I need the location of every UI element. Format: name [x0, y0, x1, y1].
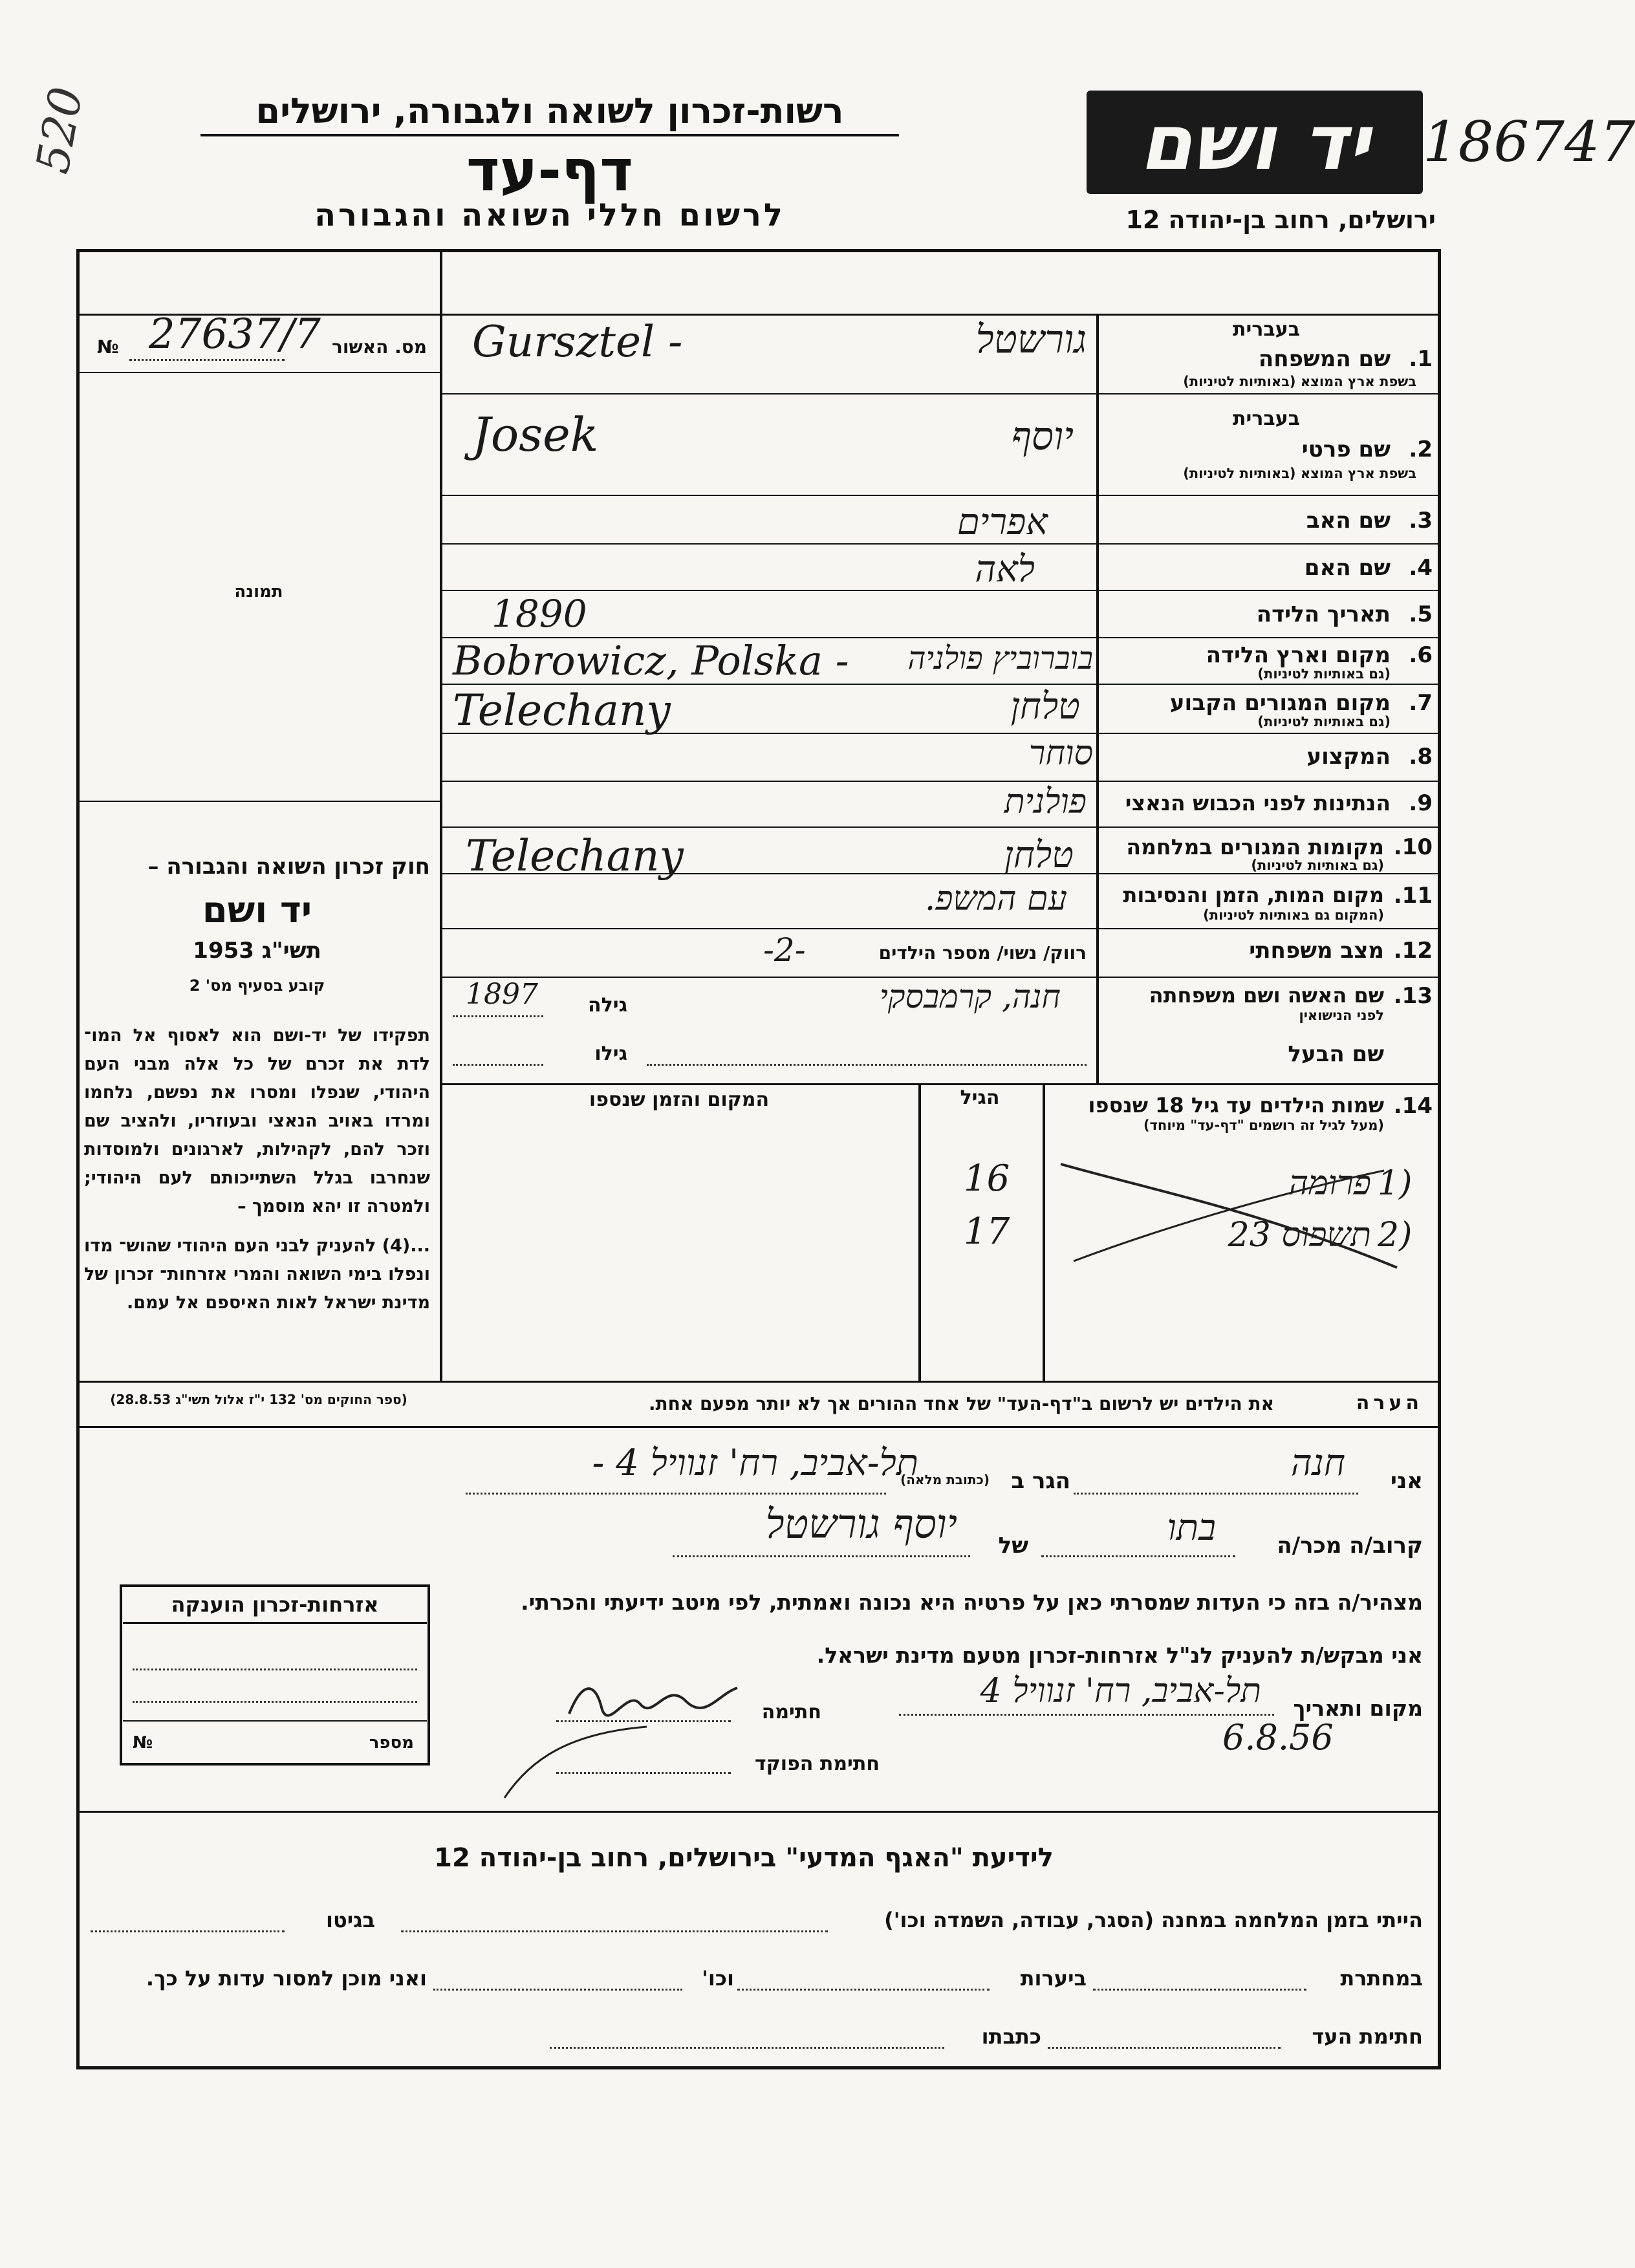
law-title: חוק זכרון השואה והגבורה –: [147, 854, 430, 880]
field-6-latin-value: Bobrowicz, Polska -: [453, 637, 849, 684]
of-value: יוסף גורשטל: [765, 1500, 957, 1548]
testimony-ready-label: ואני מוכן למסור עדות על כך.: [146, 1966, 427, 1991]
field-7-sublabel: (גם באותיות לטיניות): [1257, 714, 1391, 729]
field-9-label: הנתינות לפני הכבוש הנאצי: [1125, 790, 1391, 815]
resides-label: הגר ב: [1011, 1468, 1070, 1494]
header-address: ירושלים, רחוב בן-יהודה 12: [1125, 206, 1436, 234]
note-text: את הילדים יש לרשום ב"דף-העד" של אחד ההורים אך לא יותר מפעם אחת.: [648, 1393, 1274, 1414]
field-10-hebrew-value: טלחן: [1004, 834, 1074, 876]
children-place-header: המקום והזמן שנספו: [589, 1088, 770, 1111]
officer-signature-stroke: [492, 1720, 686, 1811]
request-text: אני מבקש/ת להעניק לנ"ל אזרחות-זכרון מטעם מדינת ישראל.: [816, 1643, 1423, 1668]
approval-no-label: №: [97, 336, 119, 358]
field-12-options: רווק/ נשוי/ מספר הילדים: [878, 942, 1087, 964]
field-13-label: שם האשה ושם משפחתה: [1149, 983, 1384, 1008]
field-10-latin-value: Telechany: [466, 831, 684, 881]
of-label: של: [998, 1533, 1028, 1559]
witness-address-label: כתבתו: [981, 2024, 1041, 2049]
spouse-age-value: 1897: [466, 978, 538, 1011]
children-header: שמות הילדים עד גיל 18 שנספו: [1088, 1093, 1384, 1118]
field-3-value: אפרים: [957, 501, 1048, 543]
field-1-sublabel: בשפת ארץ המוצא (באותיות לטיניות): [1183, 374, 1416, 389]
field-11-number: 11.: [1393, 883, 1433, 909]
field-3-label: שם האב: [1306, 508, 1391, 534]
spouse-name-value: חנה, קרמבסקי: [879, 978, 1061, 1015]
law-clause: קובע בסעיף מס' 2: [189, 977, 325, 995]
field-6-label: מקום וארץ הלידה: [1206, 642, 1391, 668]
field-12-label: מצב משפחתי: [1249, 938, 1384, 964]
relative-value: בתו: [1167, 1507, 1216, 1549]
field-11-value: עם המשפ.: [924, 880, 1067, 918]
field-2-label: שם פרטי: [1301, 437, 1391, 462]
children-age-header: הגיל: [960, 1086, 1000, 1109]
witness-signature-label: חתימת העד: [1312, 2024, 1423, 2049]
field-13-sublabel: לפני הנישואין: [1299, 1008, 1384, 1023]
photo-label: תמונה: [234, 582, 283, 601]
husband-label: שם הבעל: [1288, 1041, 1384, 1067]
field-1-hebrew-label: בעברית: [1233, 318, 1300, 341]
child-1-name: פרומה: [1288, 1164, 1371, 1203]
form-subtitle: לרשום חללי השואה והגבורה: [314, 197, 785, 233]
citizenship-box-title: אזרחות-זכרון הוענקה: [123, 1592, 427, 1624]
etc-label: וכו': [702, 1966, 734, 1991]
field-4-label: שם האם: [1304, 555, 1391, 581]
citizenship-number-label: מספר: [369, 1733, 414, 1753]
field-9-number: 9.: [1409, 790, 1433, 816]
field-7-number: 7.: [1409, 690, 1433, 716]
field-9-value: פולנית: [1004, 783, 1087, 821]
field-10-number: 10.: [1393, 834, 1433, 860]
field-5-value: 1890: [492, 592, 587, 636]
signature-label: חתימה: [761, 1701, 821, 1723]
officer-signature-label: חתימת הפוקד: [755, 1753, 880, 1775]
camp-label: הייתי בזמן המלחמה במחנה (הסגר, עבודה, השמדה וכו'): [884, 1908, 1423, 1932]
declarant-i-value: חנה: [1290, 1442, 1345, 1484]
approval-number-label: מס. האשור: [332, 336, 427, 358]
place-date-label: מקום ותאריך: [1293, 1696, 1423, 1721]
field-10-label: מקומות המגורים במלחמה: [1126, 834, 1384, 859]
authority-title: רשות-זכרון לשואה ולגבורה, ירושלים: [200, 91, 899, 136]
field-2-latin-value: Josek: [472, 407, 599, 462]
field-1-label: שם המשפחה: [1258, 346, 1391, 372]
field-12-number: 12.: [1393, 938, 1433, 964]
form-title: דף-עד: [466, 137, 633, 204]
forests-label: ביערות: [1020, 1966, 1087, 1991]
margin-stamp: 520: [26, 83, 93, 178]
field-14-number: 14.: [1393, 1093, 1433, 1119]
children-crossout-stroke: [1048, 1151, 1413, 1280]
field-8-label: המקצוע: [1306, 744, 1391, 770]
approval-number-value: 27637/7: [149, 310, 321, 358]
field-2-sublabel: בשפת ארץ המוצא (באותיות לטיניות): [1183, 466, 1416, 481]
field-8-value: סוחר: [1028, 734, 1093, 773]
field-7-hebrew-value: טלחן: [1010, 686, 1080, 728]
law-name: יד ושם: [202, 889, 312, 931]
ghetto-label: בגיטו: [326, 1908, 375, 1932]
field-6-number: 6.: [1409, 642, 1433, 668]
field-7-latin-value: Telechany: [453, 686, 671, 735]
field-1-hebrew-value: גורשטל: [975, 317, 1087, 362]
field-2-hebrew-label: בעברית: [1233, 407, 1300, 430]
note-label: הערה: [1356, 1392, 1423, 1414]
underground-label: במחתרת: [1340, 1966, 1423, 1991]
law-text-2: ...(4) להעניק לבני העם היהודי שהוש־ מדו ונפלו בימי השואה והמרי אזרחות־ זכרון של מדינת ישראל לאות האיספם אל עמם.: [84, 1236, 430, 1313]
field-7-label: מקום המגורים הקבוע: [1169, 690, 1391, 716]
child-2-name: תשפוס 23: [1228, 1216, 1371, 1255]
child-1-number: 1): [1378, 1164, 1413, 1203]
husband-age-label: גילו: [594, 1042, 627, 1065]
logo-yad-vashem: [1087, 91, 1423, 194]
address-value: תל-אביב, רח' זנוויל 4 -: [592, 1442, 918, 1484]
child-2-number: 2): [1378, 1216, 1413, 1255]
place-value: תל-אביב, רח' זנוויל 4: [980, 1672, 1261, 1711]
field-4-value: לאה: [975, 548, 1035, 590]
field-2-hebrew-value: יוסף: [1011, 414, 1074, 459]
field-12-value: -2-: [763, 931, 806, 969]
field-5-label: תאריך הלידה: [1256, 601, 1391, 627]
field-11-label: מקום המות, הזמן והנסיבות: [1123, 883, 1384, 907]
field-13-number: 13.: [1393, 983, 1433, 1009]
law-year: תשי"ג 1953: [193, 938, 321, 964]
law-text-1: תפקידו של יד-ושם הוא לאסוף אל המו־ לדת את זכרם של כל אלה מבני העם היהודי, שנפלו ומסרו את נפשם, נלחמו ומרדו באויב הנאצי ובעוזריו, ולהציב שם וזכר להם, לקהילות, לארגונים ולמוסדות שנחרבו בגלל השתייכותם לעם היהודי; ולמטרה זו יהא מוסמך –: [84, 1026, 430, 1216]
field-2-number: 2.: [1409, 437, 1433, 462]
children-sublabel: (מעל לגיל זה רושמים "דף-עד" מיוחד): [1143, 1118, 1384, 1133]
field-1-latin-value: Gursztel -: [472, 317, 683, 367]
relative-label: קרוב/ה מכר/ה: [1277, 1533, 1423, 1559]
declarant-i-label: אני: [1390, 1468, 1423, 1494]
declaration-text: מצהיר/ה בזה כי העדות שמסרתי כאן על פרטיה היא נכונה ואמתית, לפי מיטב ידיעתי והכרתי.: [521, 1590, 1423, 1615]
field-3-number: 3.: [1409, 508, 1433, 534]
field-8-number: 8.: [1409, 744, 1433, 770]
child-2-age: 17: [964, 1211, 1010, 1253]
scientific-dept-title: לידיעת "האגף המדעי" בירושלים, רחוב בן-יהודה 12: [434, 1843, 1054, 1873]
child-1-age: 16: [964, 1158, 1010, 1200]
field-5-number: 5.: [1409, 601, 1433, 627]
field-11-sublabel: (המקום גם באותיות לטיניות): [1203, 907, 1384, 923]
handwritten-id: 186747: [1423, 110, 1635, 175]
field-6-hebrew-value: בוברוביץ פולניה: [907, 640, 1093, 676]
spouse-age-label: גילה: [588, 994, 627, 1017]
address-hint: (כתובת מלאה): [900, 1472, 990, 1487]
field-10-sublabel: (גם באותיות לטיניות): [1251, 858, 1384, 873]
citizenship-no-label: №: [133, 1733, 153, 1753]
field-6-sublabel: (גם באותיות לטיניות): [1257, 666, 1391, 682]
logo-text: יד ושם: [1139, 98, 1370, 187]
field-4-number: 4.: [1409, 555, 1433, 581]
law-reference: (ספר החוקים מס' 132 י"ז אלול תשי"ג 28.8.53): [110, 1392, 407, 1407]
date-value: 6.8.56: [1222, 1717, 1334, 1758]
field-1-number: 1.: [1409, 346, 1433, 372]
